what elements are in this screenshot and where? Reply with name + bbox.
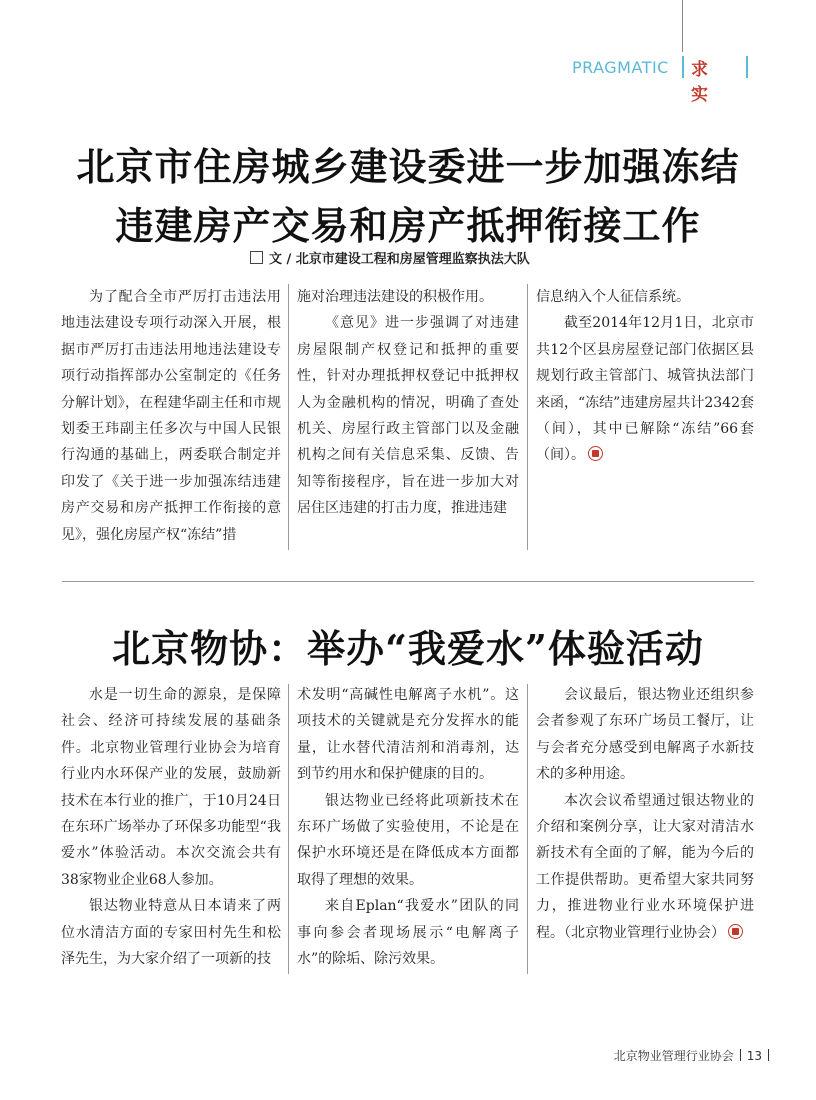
column-divider — [527, 684, 528, 974]
article2-col3-paragraph-2 — [536, 788, 754, 946]
section-label-en: PRAGMATIC — [572, 58, 669, 77]
article1-column-1 — [61, 284, 281, 556]
article1-byline-text: 文 / 北京市建设工程和房屋管理监察执法大队 — [269, 252, 530, 267]
article2-column-1 — [61, 682, 281, 982]
article1-col2-paragraph-2: 《意见》进一步强调了对违建房屋限制产权登记和抵押的重要性，针对办理抵押权登记中抵押权人为金融机构的情况，明确了查处机关、房屋行政主管部门以及金融机构之间有关信息采集、反馈、告知等衔接程序，旨在进一步加大对居住区违建的打击力度，推进违建 — [297, 315, 519, 517]
article2-col1-paragraph-1: 水是一切生命的源泉，是保障社会、经济可持续发展的基础条件。北京物业管理行业协会为培育行业内水环保产业的发展，鼓励新技术在本行业的推广，于10月24日在东环广场举办了环保多功能型“我爱水”体验活动。本次交流会共有38家物业企业68人参加。 — [61, 687, 281, 888]
article1-column-3 — [536, 284, 754, 556]
article1-col3-paragraph-1: 信息纳入个人征信系统。 — [536, 289, 690, 305]
article2-column-2 — [297, 682, 519, 982]
top-vertical-rule — [682, 0, 683, 52]
section-divider-end — [746, 56, 748, 78]
article2-col2-paragraph-1: 术发明“高碱性电解离子水机”。这项技术的关键就是充分发挥水的能量，让水替代清洁剂和消毒剂，达到节约用水和保护健康的目的。 — [297, 687, 519, 783]
page-footer — [555, 1047, 775, 1064]
article2-col1-paragraph-2: 银达物业特意从日本请来了两位水清洁方面的专家田村先生和松泽先生，为大家介绍了一项新的技 — [61, 898, 281, 968]
page-number: 13 — [746, 1049, 762, 1063]
footer-publisher: 北京物业管理行业协会 — [613, 1049, 734, 1063]
article1-column-2 — [297, 284, 519, 556]
seal-end-icon — [588, 446, 603, 461]
section-header — [560, 54, 760, 105]
seal-end-icon — [728, 924, 743, 939]
article2-col3-paragraph-1: 会议最后，银达物业还组织参会者参观了东环广场员工餐厅，让与会者充分感受到电解离子水新技术的多种用途。 — [536, 687, 754, 783]
column-divider — [527, 284, 528, 550]
article1-byline — [250, 248, 610, 267]
column-divider — [288, 684, 289, 974]
article2-column-3 — [536, 682, 754, 982]
footer-divider-end — [768, 1049, 769, 1061]
section-divider — [682, 56, 684, 78]
article-separator — [62, 581, 754, 582]
article1-col2-paragraph-1: 施对治理违法建设的积极作用。 — [297, 289, 493, 305]
article1-title-line1: 北京市住房城乡建设委进一步加强冻结 — [76, 144, 740, 189]
footer-divider — [740, 1049, 741, 1061]
article2-col3-paragraph-2-text: 本次会议希望通过银达物业的介绍和案例分享，让大家对清洁水新技术有全面的了解，能为今后的工作提供帮助。更希望大家共同努力，推进物业行业水环境保护进程。（北京物业管理行业协会） — [536, 792, 754, 941]
section-label-cn: 求 实 — [691, 60, 718, 105]
article1-col1-paragraph: 为了配合全市严厉打击违法用地违法建设专项行动深入开展，根据市严厉打击违法用地违法建设专项行动指挥部办公室制定的《任务分解计划》，在程建华副主任和市规划委王玮副主任多次与中国人民银行沟通的基础上，两委联合制定并印发了《关于进一步加强冻结违建房产交易和房产抵押工作衔接的意见》，强化房屋产权“冻结”措 — [61, 289, 281, 543]
article2-col2-paragraph-2: 银达物业已经将此项新技术在东环广场做了实验使用，不论是在保护水环境还是在降低成本方面都取得了理想的效果。 — [297, 792, 519, 888]
article1-title-line2: 违建房产交易和房产抵押衔接工作 — [115, 203, 701, 248]
article1-col3-paragraph-2 — [536, 310, 754, 468]
byline-box-icon — [250, 251, 263, 264]
article2-title: 北京物协：举办“我爱水”体验活动 — [112, 626, 704, 671]
article1-col3-paragraph-2-text: 截至2014年12月1日，北京市共12个区县房屋登记部门依据区县规划行政主管部门、城管执法部门来函，“冻结”违建房屋共计2342套（间），其中已解除“冻结”66套（间）。 — [536, 315, 754, 464]
column-divider — [288, 284, 289, 550]
article2-col2-paragraph-3: 来自Eplan“我爱水”团队的同事向参会者现场展示“电解离子水”的除垢、除污效果。 — [297, 898, 519, 968]
